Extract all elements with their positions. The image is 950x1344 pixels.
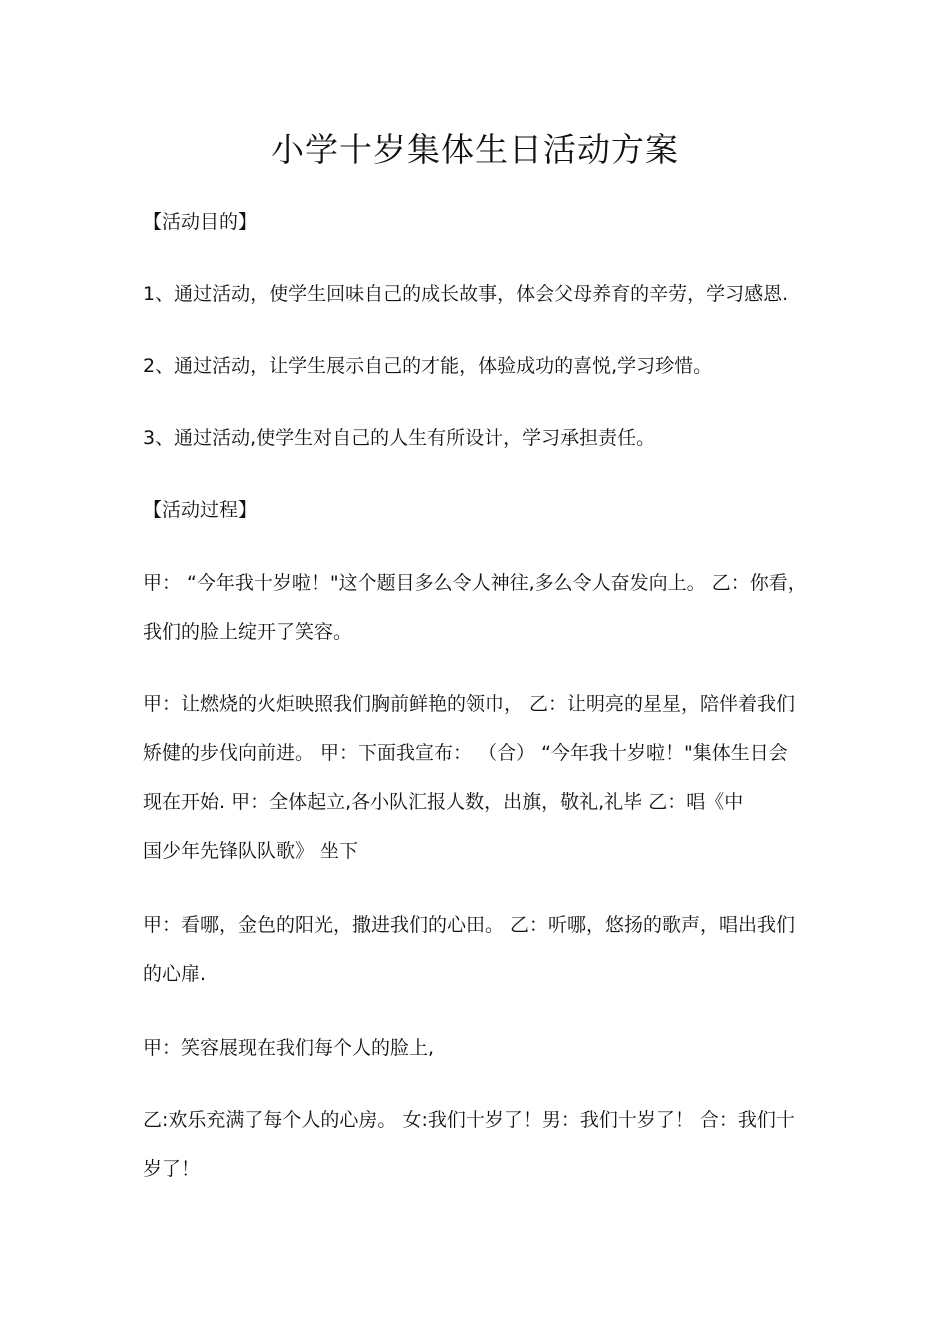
dialogue-line: 岁了！ [143, 1158, 201, 1180]
dialogue-line: 国少年先锋队队歌》 坐下 [143, 840, 359, 862]
dialogue-paragraph-4 [143, 1024, 808, 1073]
dialogue-line: 现在开始. 甲：全体起立,各小队汇报人数，出旗，敬礼,礼毕 乙：唱《中 [143, 791, 744, 813]
dialogue-paragraph-1 [143, 559, 808, 657]
purpose-item-1: 1、通过活动，使学生回味自己的成长故事，体会父母养育的辛劳，学习感恩. [143, 283, 789, 305]
dialogue-line: 的心扉. [143, 963, 207, 985]
dialogue-paragraph-2 [143, 680, 808, 876]
dialogue-line: 我们的脸上绽开了笑容。 [143, 621, 353, 643]
dialogue-line: 矫健的步伐向前进。 甲：下面我宣布： （合） “今年我十岁啦！"集体生日会 [143, 742, 788, 764]
dialogue-line: 乙:欢乐充满了每个人的心房。 女:我们十岁了！男：我们十岁了！ 合：我们十 [143, 1109, 795, 1131]
purpose-item-2: 2、通过活动，让学生展示自己的才能，体验成功的喜悦,学习珍惜。 [143, 355, 713, 377]
dialogue-line: 甲：看哪，金色的阳光，撒进我们的心田。 乙：听哪，悠扬的歌声，唱出我们 [143, 914, 796, 936]
dialogue-line: 甲：让燃烧的火炬映照我们胸前鲜艳的领巾， 乙：让明亮的星星，陪伴着我们 [143, 693, 796, 715]
dialogue-paragraph-5 [143, 1096, 808, 1194]
dialogue-line: 甲： “今年我十岁啦！"这个题目多么令人神往,多么令人奋发向上。 乙：你看， [143, 572, 807, 594]
section-heading-process: 【活动过程】 [143, 499, 258, 521]
purpose-item-3: 3、通过活动,使学生对自己的人生有所设计，学习承担责任。 [143, 427, 656, 449]
section-heading-purpose: 【活动目的】 [143, 211, 258, 233]
document-title: 小学十岁集体生日活动方案 [271, 130, 679, 169]
dialogue-paragraph-3 [143, 901, 808, 999]
dialogue-line: 甲：笑容展现在我们每个人的脸上, [143, 1037, 435, 1059]
